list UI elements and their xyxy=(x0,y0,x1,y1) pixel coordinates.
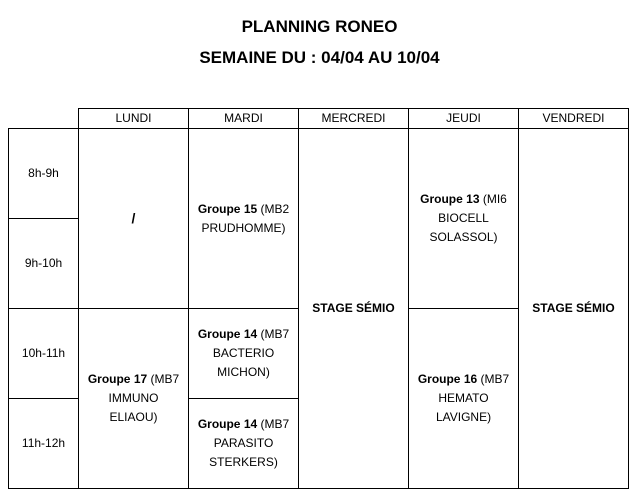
cell-mardi-11h xyxy=(189,399,299,489)
cell-jeudi-late xyxy=(409,309,519,489)
group-module: (MB2 xyxy=(257,201,290,216)
stage-label: STAGE SÉMIO xyxy=(312,301,395,315)
cell-mercredi xyxy=(299,129,409,489)
group-module: (MB7 xyxy=(147,372,180,386)
page-title: PLANNING RONEO xyxy=(241,17,398,36)
group-teacher: MICHON) xyxy=(217,365,270,379)
group-subject: PARASITO xyxy=(213,436,274,450)
cell-lundi-morning xyxy=(79,129,189,309)
group-label: Groupe 17 xyxy=(87,372,148,386)
group-label: Groupe 15 xyxy=(197,201,258,216)
stage-label: STAGE SÉMIO xyxy=(532,301,615,315)
group-teacher: ELIAOU) xyxy=(109,410,158,424)
group-module: (MI6 xyxy=(479,192,507,206)
time-slot-11h-12h: 11h-12h xyxy=(9,399,79,489)
day-mardi: MARDI xyxy=(189,109,299,129)
day-mercredi: MERCREDI xyxy=(299,109,409,129)
group-label: Groupe 13 xyxy=(420,192,480,206)
group-subject: HEMATO xyxy=(438,391,489,405)
group-label: Groupe 16 xyxy=(417,372,478,386)
group-teacher: STERKERS) xyxy=(209,455,278,469)
cell-lundi-late xyxy=(79,309,189,489)
group-teacher: SOLASSOL) xyxy=(429,230,498,244)
group-subject: BIOCELL xyxy=(438,211,489,225)
group-module: (MB7 xyxy=(477,372,510,386)
cell-vendredi xyxy=(519,129,629,489)
day-header-row xyxy=(9,109,629,129)
group-teacher: PRUDHOMME) xyxy=(201,220,286,235)
cell-mardi-morning xyxy=(189,129,299,309)
group-module: (MB7 xyxy=(257,327,290,341)
group-label: Groupe 14 xyxy=(197,327,258,341)
time-slot-9h-10h: 9h-10h xyxy=(9,219,79,309)
day-lundi: LUNDI xyxy=(79,109,189,129)
time-slot-8h-9h: 8h-9h xyxy=(9,129,79,219)
week-range: SEMAINE DU : 04/04 AU 10/04 xyxy=(199,48,440,67)
day-jeudi: JEUDI xyxy=(409,109,519,129)
cell-mardi-10h xyxy=(189,309,299,399)
group-teacher: LAVIGNE) xyxy=(435,410,492,424)
day-vendredi: VENDREDI xyxy=(519,109,629,129)
empty-slot-marker: / xyxy=(131,209,136,226)
group-module: (MB7 xyxy=(257,417,290,431)
corner-cell xyxy=(9,109,79,129)
group-subject: BACTERIO xyxy=(212,346,275,360)
time-slot-10h-11h: 10h-11h xyxy=(9,309,79,399)
cell-jeudi-morning xyxy=(409,129,519,309)
group-label: Groupe 14 xyxy=(197,417,258,431)
group-subject: IMMUNO xyxy=(108,391,159,405)
schedule-table xyxy=(8,108,629,489)
slot-row-8h xyxy=(9,129,629,219)
